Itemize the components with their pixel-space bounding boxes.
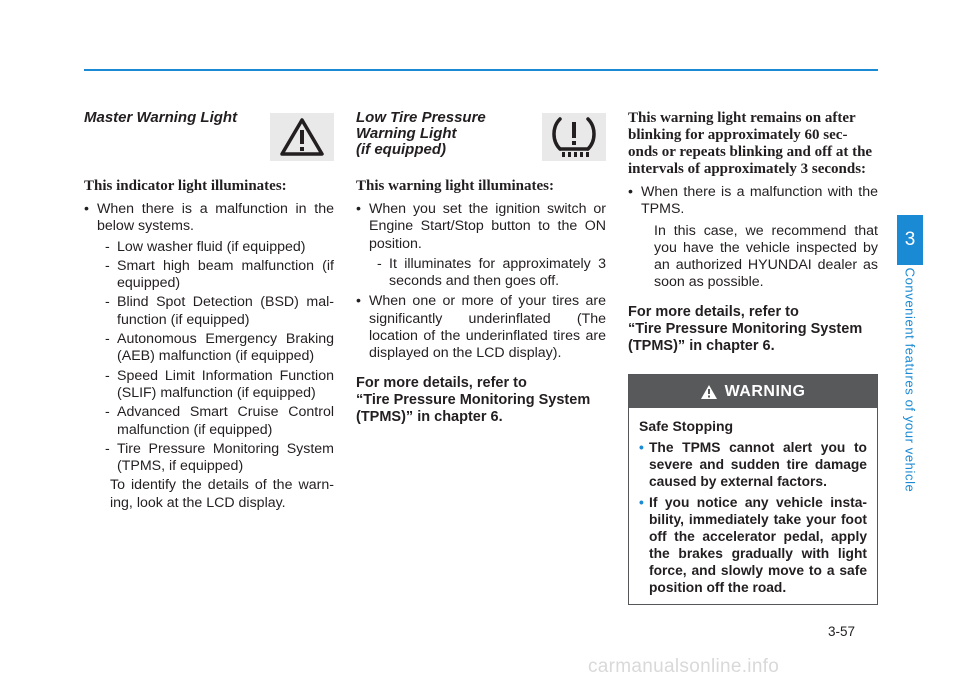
reference-line: “Tire Pressure Monitoring System (TPMS)” in chapter 6.	[356, 391, 591, 425]
warning-triangle-icon	[701, 385, 717, 399]
tpms-header	[356, 110, 606, 170]
low-tire-pressure-icon	[542, 113, 606, 161]
tpms-title-line: Warning Light	[356, 125, 457, 142]
tpms-bullet-text: When you set the ignition switch or Engine Start/Stop button to the ON position.	[369, 201, 606, 252]
warning-title: Safe Stopping	[639, 418, 734, 434]
tpms-title	[356, 110, 531, 158]
chapter-tab: 3	[897, 215, 923, 265]
chapter-title: Convenient features of your vehicle	[902, 267, 918, 493]
list-item: - Autonomous Emergency Braking (AEB) malfunction (if equipped)	[97, 331, 334, 366]
tpms-malfunction-section	[628, 110, 878, 355]
warning-header-label: WARNING	[724, 382, 806, 400]
list-item: - Low washer fluid (if equipped)	[97, 239, 334, 256]
master-warning-header	[84, 110, 334, 170]
top-rule	[84, 69, 878, 71]
reference-line: “Tire Pressure Monitoring System (TPMS)” in chapter 6.	[628, 320, 863, 354]
tpms-section	[356, 110, 606, 426]
list-item	[84, 201, 334, 512]
list-item: - Advanced Smart Cruise Control malfunction (if equipped)	[97, 404, 334, 439]
watermark: carmanualsonline.info	[588, 656, 780, 677]
warning-header	[629, 375, 877, 408]
tpms-title-line: (if equipped)	[356, 141, 446, 158]
reference-line: For more details, refer to	[356, 374, 527, 391]
list-item: - Smart high beam malfunction (if equipped)	[97, 258, 334, 293]
col3-reference	[628, 304, 878, 355]
list-item: - Speed Limit Information Function (SLIF) malfunction (if equipped)	[97, 368, 334, 403]
list-item: • If you notice any vehicle insta- bility, immediately take your foot off the accelerator pedal, apply the brakes gradually with light force, and slowly move to a safe position off the road.	[639, 494, 867, 596]
master-bullet-text: When there is a malfunction in the below systems.	[97, 201, 334, 235]
col3-bullet-text: When there is a malfunction with the TPMS.	[641, 184, 878, 218]
tpms-lead: This warning light illuminates:	[356, 178, 554, 194]
page-number: 3-57	[828, 624, 856, 639]
tpms-title-line: Low Tire Pressure	[356, 109, 486, 126]
master-lead: This indicator light illuminates:	[84, 178, 287, 194]
list-item	[356, 201, 606, 290]
list-item	[628, 184, 878, 292]
reference-line: For more details, refer to	[628, 303, 799, 320]
col3-bullet-note: In this case, we recommend that you have the vehicle inspected by an authorized HYUNDAI dealer as soon as possible.	[654, 222, 878, 291]
master-warning-title: Master Warning Light	[84, 109, 238, 126]
tpms-reference	[356, 375, 606, 426]
master-warning-section	[84, 110, 334, 515]
list-item: - Tire Pressure Monitoring System (TPMS, if equipped)	[97, 441, 334, 476]
master-warning-triangle-icon	[270, 113, 334, 161]
list-item: • When one or more of your tires are significantly underinflated (The location of the underinflated tires are displayed on the LCD display).	[356, 293, 606, 362]
master-note: To identify the details of the warn- ing, look at the LCD display.	[110, 477, 334, 511]
list-item: • The TPMS cannot alert you to severe and sudden tire damage caused by external factors.	[639, 439, 867, 490]
col3-lead: This warning light remains on after blinking for approximately 60 sec- onds or repeats blinking and off at the intervals of approximately 3 seconds:	[628, 110, 873, 177]
list-item: - Blind Spot Detection (BSD) mal- function (if equipped)	[97, 294, 334, 329]
list-item: - It illuminates for approximately 3 seconds and then goes off.	[369, 256, 606, 291]
warning-box	[628, 374, 878, 605]
warning-body	[629, 408, 877, 596]
